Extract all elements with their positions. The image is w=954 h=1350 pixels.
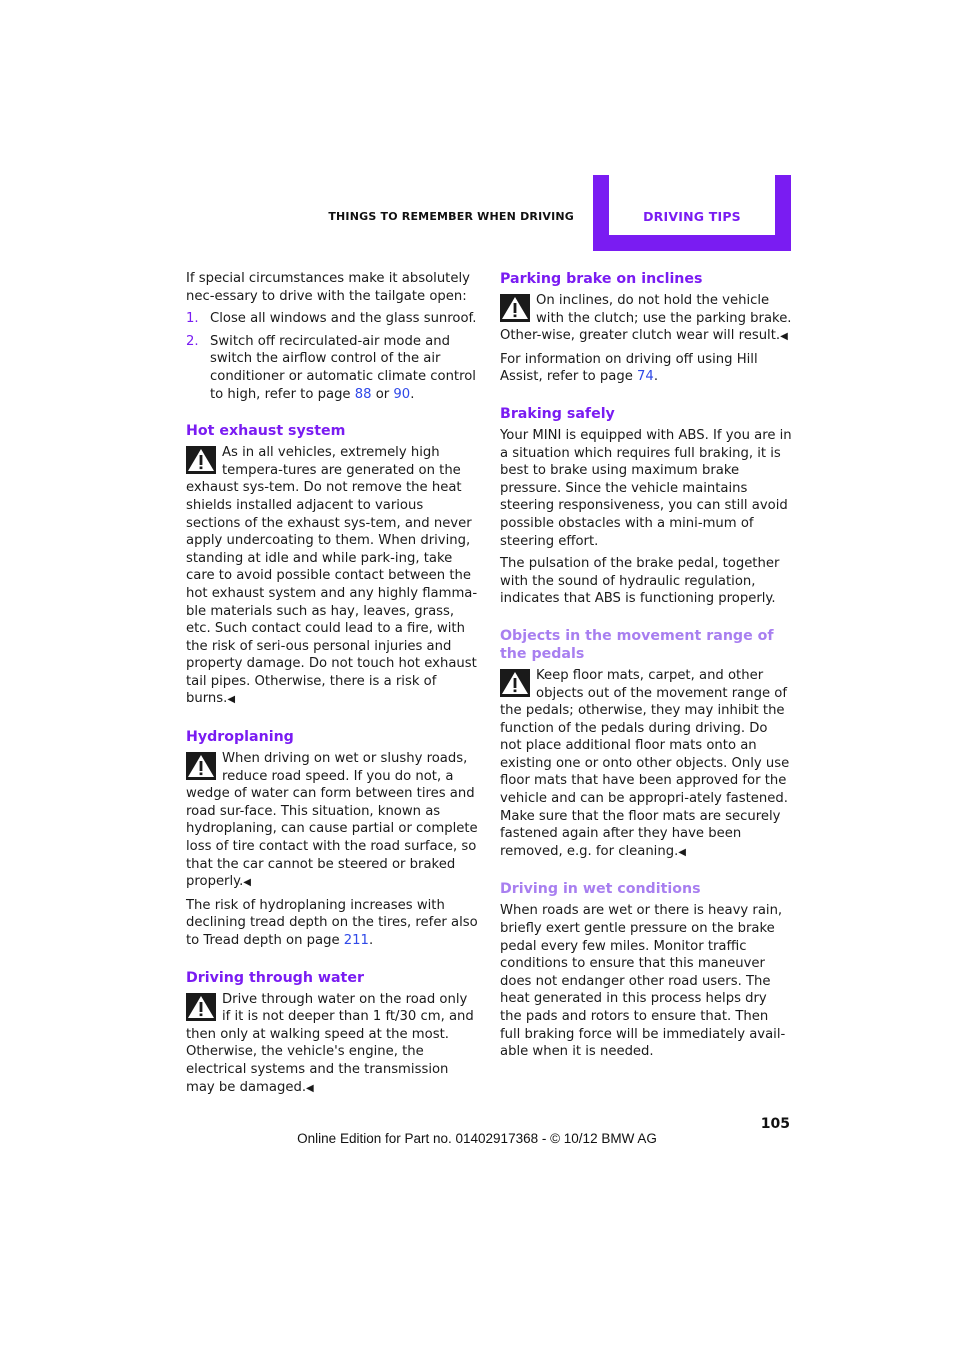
steps-list — [186, 310, 478, 403]
list-number: 1. — [186, 311, 199, 327]
warning-block — [186, 991, 478, 1098]
heading-driving-through-water: Driving through water — [186, 969, 364, 986]
hydroplaning-paragraph — [186, 897, 478, 950]
warning-block — [186, 444, 478, 709]
braking-paragraph: The pulsation of the brake pedal, together with the sound of hydraulic regulation, indicates that ABS is functioning properly. — [500, 556, 780, 607]
list-item — [186, 333, 478, 403]
warning-block — [500, 292, 792, 346]
heading-objects-pedals: Objects in the movement range of the pedals — [500, 627, 774, 662]
warning-icon — [186, 993, 216, 1021]
page-link-90[interactable]: 90 — [393, 386, 411, 402]
warning-icon — [500, 669, 530, 697]
paragraph-end: . — [368, 933, 374, 948]
end-mark-icon: ◀ — [306, 1082, 314, 1094]
warning-icon — [186, 752, 216, 780]
list-text: Close all windows and the glass sunroof. — [210, 311, 477, 327]
paragraph-text: The risk of hydroplaning increases with declining tread depth on the tires, refer also to Tread depth on page — [186, 897, 478, 948]
tab-inner — [609, 175, 775, 235]
footer: Online Edition for Part no. 01402917368 - © 10/12 BMW AG — [297, 1131, 657, 1146]
page-link-88[interactable]: 88 — [354, 386, 372, 402]
warning-text: Keep floor mats, carpet, and other objects out of the movement range of the pedals; otherwise, they may inhibit the function of the pedals during driving. Do not place additional floor mats onto an existing one or onto other objects. Only use floor mats that have been approved for the vehicle and can be appropri-ately fastened. Make sure that the floor mats are securely fastened again after they have been removed, e.g. for cleaning. — [500, 667, 790, 859]
list-text-end: . — [410, 386, 415, 402]
warning-block — [186, 750, 478, 892]
warning-icon — [500, 294, 530, 322]
end-mark-icon: ◀ — [227, 694, 236, 706]
section-header: THINGS TO REMEMBER WHEN DRIVING — [328, 210, 574, 223]
warning-text: As in all vehicles, extremely high tempera-tures are generated on the exhaust sys-tem. Do not remove the heat shields installed adjacent to various sections of the exhaust sys-tem, and never apply undercoating to them. When driving, standing at idle and while park-ing, take care to avoid possible contact between the hot exhaust system and any highly flamma-ble materials such as hay, leaves, grass, etc. Such contact could lead to a fire, with the risk of seri-ous personal injuries and property damage. Do not touch hot exhaust tail pipes. Otherwise, there is a risk of burns. — [186, 445, 478, 707]
page-number: 105 — [760, 1116, 790, 1132]
end-mark-icon: ◀ — [780, 331, 788, 343]
chapter-tab: DRIVING TIPS — [643, 209, 741, 224]
heading-wet-conditions: Driving in wet conditions — [500, 881, 701, 898]
warning-text: On inclines, do not hold the vehicle with the clutch; use the parking brake. Other-wise, greater clutch wear will result. — [500, 293, 792, 344]
list-number: 2. — [186, 333, 199, 349]
hill-assist-paragraph — [500, 351, 792, 386]
list-item — [186, 310, 478, 328]
warning-block — [500, 667, 792, 862]
right-column — [500, 270, 792, 1066]
heading-hot-exhaust: Hot exhaust system — [186, 423, 346, 440]
intro-paragraph: If special circumstances make it absolutely nec-essary to drive with the tailgate open: — [186, 271, 470, 304]
braking-paragraph: Your MINI is equipped with ABS. If you are in a situation which requires full braking, it is best to brake using maximum brake pressure. Since the vehicle maintains steering responsiveness, you can still avoid possible obstacles with a mini-mum of steering effort. — [500, 427, 792, 549]
warning-text: Drive through water on the road only if it is not deeper than 1 ft/30 cm, and then only at walking speed at the most. Otherwise, the vehicle's engine, the electrical systems and the transmission may be damaged. — [186, 991, 474, 1095]
heading-braking-safely: Braking safely — [500, 405, 615, 422]
end-mark-icon: ◀ — [243, 877, 251, 889]
warning-icon — [186, 446, 216, 474]
list-text: Switch off recirculated-air mode and switch the airflow control of the air conditioner or automatic climate control to high, refer to page — [210, 333, 476, 402]
wet-conditions-paragraph: When roads are wet or there is heavy rain, briefly exert gentle pressure on the brake pedal every few miles. Monitor traffic conditions to ensure that this maneuver does not endanger other road users. The heat generated in this process helps dry the pads and rotors to ensure that. Then full braking force will be immediately avail-able when it is needed. — [500, 903, 786, 1060]
end-mark-icon: ◀ — [678, 846, 686, 858]
list-text-mid: or — [371, 386, 394, 402]
page-link-211[interactable]: 211 — [343, 933, 369, 948]
paragraph-text: For information on driving off using Hill Assist, refer to page — [500, 351, 758, 385]
warning-text: When driving on wet or slushy roads, reduce road speed. If you do not, a wedge of water can form between tires and road sur-face. This situation, known as hydroplaning, can cause partial or complete loss of tire contact with the road surface, so that the car cannot be steered or braked properly. — [186, 751, 478, 890]
heading-hydroplaning: Hydroplaning — [186, 729, 294, 746]
page-link-74[interactable]: 74 — [637, 369, 654, 385]
heading-parking-brake: Parking brake on inclines — [500, 271, 703, 287]
left-column — [186, 270, 478, 1102]
paragraph-end: . — [653, 369, 659, 385]
